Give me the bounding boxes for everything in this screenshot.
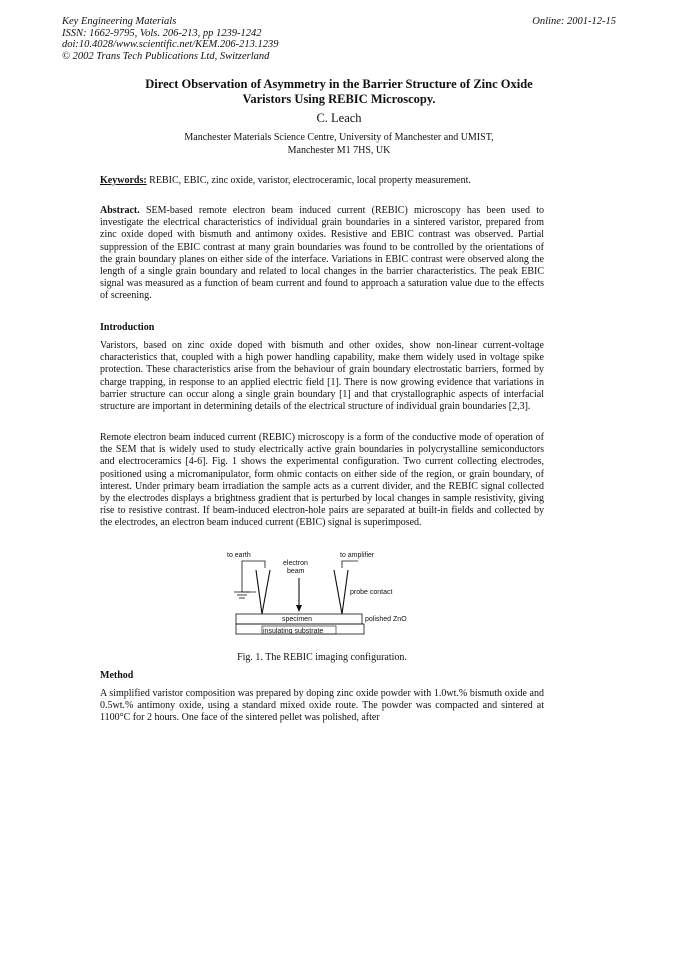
amplifier-wire — [342, 561, 358, 568]
rebic-figure — [222, 548, 422, 642]
method-heading: Method — [100, 670, 134, 681]
abstract-label: Abstract. — [100, 205, 140, 216]
affiliation — [62, 132, 616, 157]
intro-paragraph-2: Remote electron beam induced current (REBIC) microscopy is a form of the conductive mode of operation of the SEM that is widely used to study electrically active grain boundaries in polycrystalline semiconductors and electroceramics [4-6]. Fig. 1 shows the experimental configuration. Two current collecting electrodes, positioned using a micromanipulator, form ohmic contacts on either side of the region, or grain boundary, of interest. Under primary beam irradiation the sample acts as a current divider, and the REBIC signal collected by the electrodes displays a brightness gradient that is perturbed by local changes in sample resistivity, giving rise to resistive contrast. If beam-induced electron-hole pairs are separated at built-in fields and collected by the electrodes, an electron beam induced current (EBIC) signal is superimposed. — [100, 432, 544, 529]
label-to-amplifier: to amplifier — [340, 552, 375, 559]
copyright-line: © 2002 Trans Tech Publications Ltd, Switzerland — [62, 50, 270, 62]
title-line-1: Direct Observation of Asymmetry in the Barrier Structure of Zinc Oxide — [145, 77, 533, 91]
label-polished: polished ZnO — [365, 616, 407, 623]
electron-beam-arrow — [296, 578, 302, 612]
paper-title — [62, 77, 616, 107]
intro-paragraph-1: Varistors, based on zinc oxide doped with bismuth and other oxides, show non-linear current-voltage characteristics that, coupled with a high power handling capability, make them widely used in voltage spike protection. These characteristics arise from the behaviour of grain boundary electrostatic barriers, formed by charge trapping, in response to an applied electric field [1]. There is now growing evidence that variations in barrier structure can occur along a single grain boundary [1] and that crystallographic aspects of interfacial structure are important in determining details of the electrical structure of individual grain boundaries [2,3]. — [100, 340, 544, 413]
label-specimen: specimen — [282, 616, 312, 623]
keywords — [100, 175, 544, 188]
label-electron: electron — [283, 560, 308, 567]
journal-name: Key Engineering Materials — [62, 16, 177, 27]
right-probe — [334, 570, 348, 614]
intro-heading: Introduction — [100, 322, 155, 333]
earth-wire — [234, 561, 265, 598]
issn-line: ISSN: 1662-9795, Vols. 206-213, pp 1239-1242 — [62, 27, 262, 39]
method-paragraph: A simplified varistor composition was prepared by doping zinc oxide powder with 1.0wt.% bismuth oxide and 0.5wt.% antimony oxide, using a standard mixed oxide route. The powder was compacted and sintered at 1100°C for 2 hours. One face of the sintered pellet was polished, after — [100, 688, 544, 724]
abstract — [100, 205, 544, 303]
affiliation-line-2: Manchester M1 7HS, UK — [287, 144, 391, 156]
author: C. Leach — [316, 111, 362, 125]
keywords-label: Keywords: — [100, 175, 147, 186]
doi-line: doi:10.4028/www.scientific.net/KEM.206-213.1239 — [62, 39, 279, 50]
left-probe — [256, 570, 270, 614]
keywords-text: REBIC, EBIC, zinc oxide, varistor, electroceramic, local property measurement. — [146, 175, 471, 186]
label-beam: beam — [287, 568, 305, 575]
abstract-text: SEM-based remote electron beam induced current (REBIC) microscopy has been used to investigate the electrical characteristics of individual grain boundaries in a sintered varistor, prepared from zinc oxide doped with bismuth and antimony oxides. Resistive and EBIC contrast was observed. Partial suppression of the EBIC contrast at many grain boundaries was found to be controlled by the orientations of the grain boundary planes on either side of the interface. Variations in EBIC contrast were observed along the length of a single grain boundary and related to local changes in the barrier characteristics. The peak EBIC signal was measured as a function of beam current and found to approach a saturation value due to the effects of screening. — [100, 205, 544, 302]
online-date: Online: 2001-12-15 — [532, 16, 616, 27]
label-substrate: insulating substrate — [263, 628, 324, 635]
label-probe-contact: probe contact — [350, 589, 393, 596]
figure-caption: Fig. 1. The REBIC imaging configuration. — [237, 652, 407, 663]
title-line-2: Varistors Using REBIC Microscopy. — [242, 92, 436, 106]
affiliation-line-1: Manchester Materials Science Centre, University of Manchester and UMIST, — [184, 132, 494, 143]
label-to-earth: to earth — [227, 552, 251, 559]
journal-header — [62, 16, 362, 62]
